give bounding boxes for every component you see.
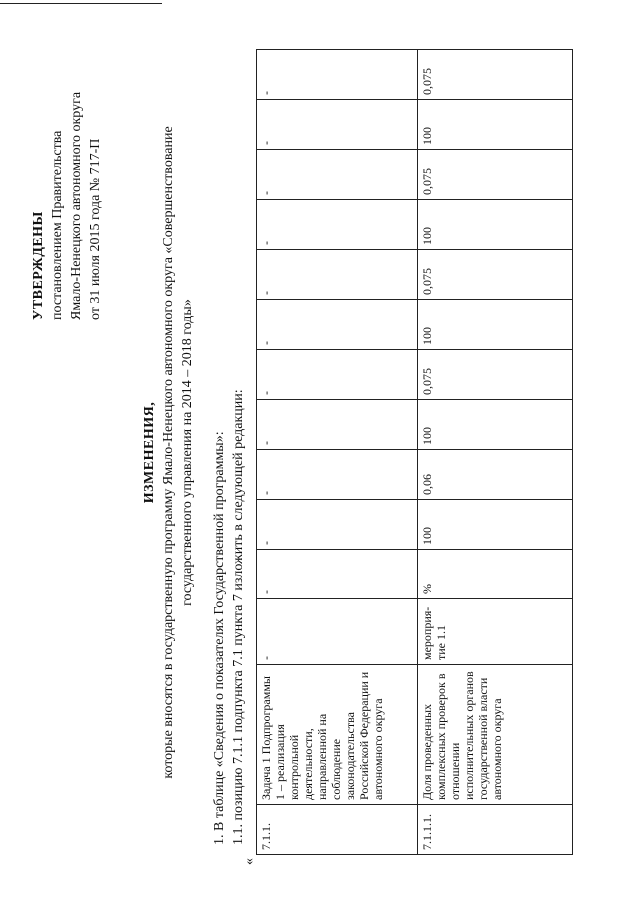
instruction-1: 1. В таблице «Сведения о показателях Государственной программы»: xyxy=(212,431,227,845)
value-cell: 0,075 xyxy=(418,50,573,100)
approval-line-3: от 31 июля 2015 года № 717-П xyxy=(88,138,103,320)
value-cell: - xyxy=(257,100,418,150)
row-type: - xyxy=(257,599,418,665)
value-cell: - xyxy=(257,150,418,200)
row-unit: - xyxy=(257,550,418,599)
indicators-table xyxy=(256,49,573,855)
value-cell: - xyxy=(257,500,418,550)
row-type: мероприя-тие 1.1 xyxy=(418,599,573,665)
approval-line-2: Ямало-Ненецкого автономного округа xyxy=(69,91,84,320)
row-number: 7.1.1. xyxy=(257,805,418,855)
value-cell: 0,075 xyxy=(418,250,573,300)
value-cell: - xyxy=(257,200,418,250)
row-name: Доля проведенных комплексных проверок в отношении исполнительных органов государственной власти автономного округа xyxy=(418,665,573,805)
value-cell: - xyxy=(257,300,418,350)
heading-line-2: государственного управления на 2014 – 2018 годы» xyxy=(180,299,195,606)
value-cell: 100 xyxy=(418,500,573,550)
approval-line-1: постановлением Правительства xyxy=(50,130,65,320)
document-heading xyxy=(140,0,197,905)
table-row xyxy=(418,50,573,855)
instruction-2: 1.1. позицию 7.1.1 подпункта 7.1 пункта 7 изложить в следующей редакции: xyxy=(231,389,246,845)
value-cell: 0,075 xyxy=(418,350,573,400)
approval-title: УТВЕРЖДЕНЫ xyxy=(31,211,46,320)
value-cell: - xyxy=(257,50,418,100)
heading-line-1: которые вносятся в государственную программу Ямало-Ненецкого автономного округа «Совершенствование xyxy=(161,126,176,779)
value-cell: - xyxy=(257,350,418,400)
open-quote: « xyxy=(242,858,257,865)
value-cell: - xyxy=(257,450,418,500)
value-cell: 100 xyxy=(418,300,573,350)
value-cell: 100 xyxy=(418,200,573,250)
heading-title: ИЗМЕНЕНИЯ, xyxy=(142,401,157,504)
value-cell: 0,075 xyxy=(418,150,573,200)
value-cell: 0,06 xyxy=(418,450,573,500)
value-cell: 100 xyxy=(418,100,573,150)
table-row xyxy=(257,50,418,855)
row-name: Задача 1 Подпрограммы 1 – реализация контрольной деятельности, направленной на соблюдение законодательства Российской Федерации и автономного округа xyxy=(257,665,418,805)
value-cell: - xyxy=(257,400,418,450)
row-number: 7.1.1.1. xyxy=(418,805,573,855)
instructions xyxy=(210,25,248,845)
row-unit: % xyxy=(418,550,573,599)
approval-block xyxy=(29,20,105,320)
value-cell: 100 xyxy=(418,400,573,450)
value-cell: - xyxy=(257,250,418,300)
